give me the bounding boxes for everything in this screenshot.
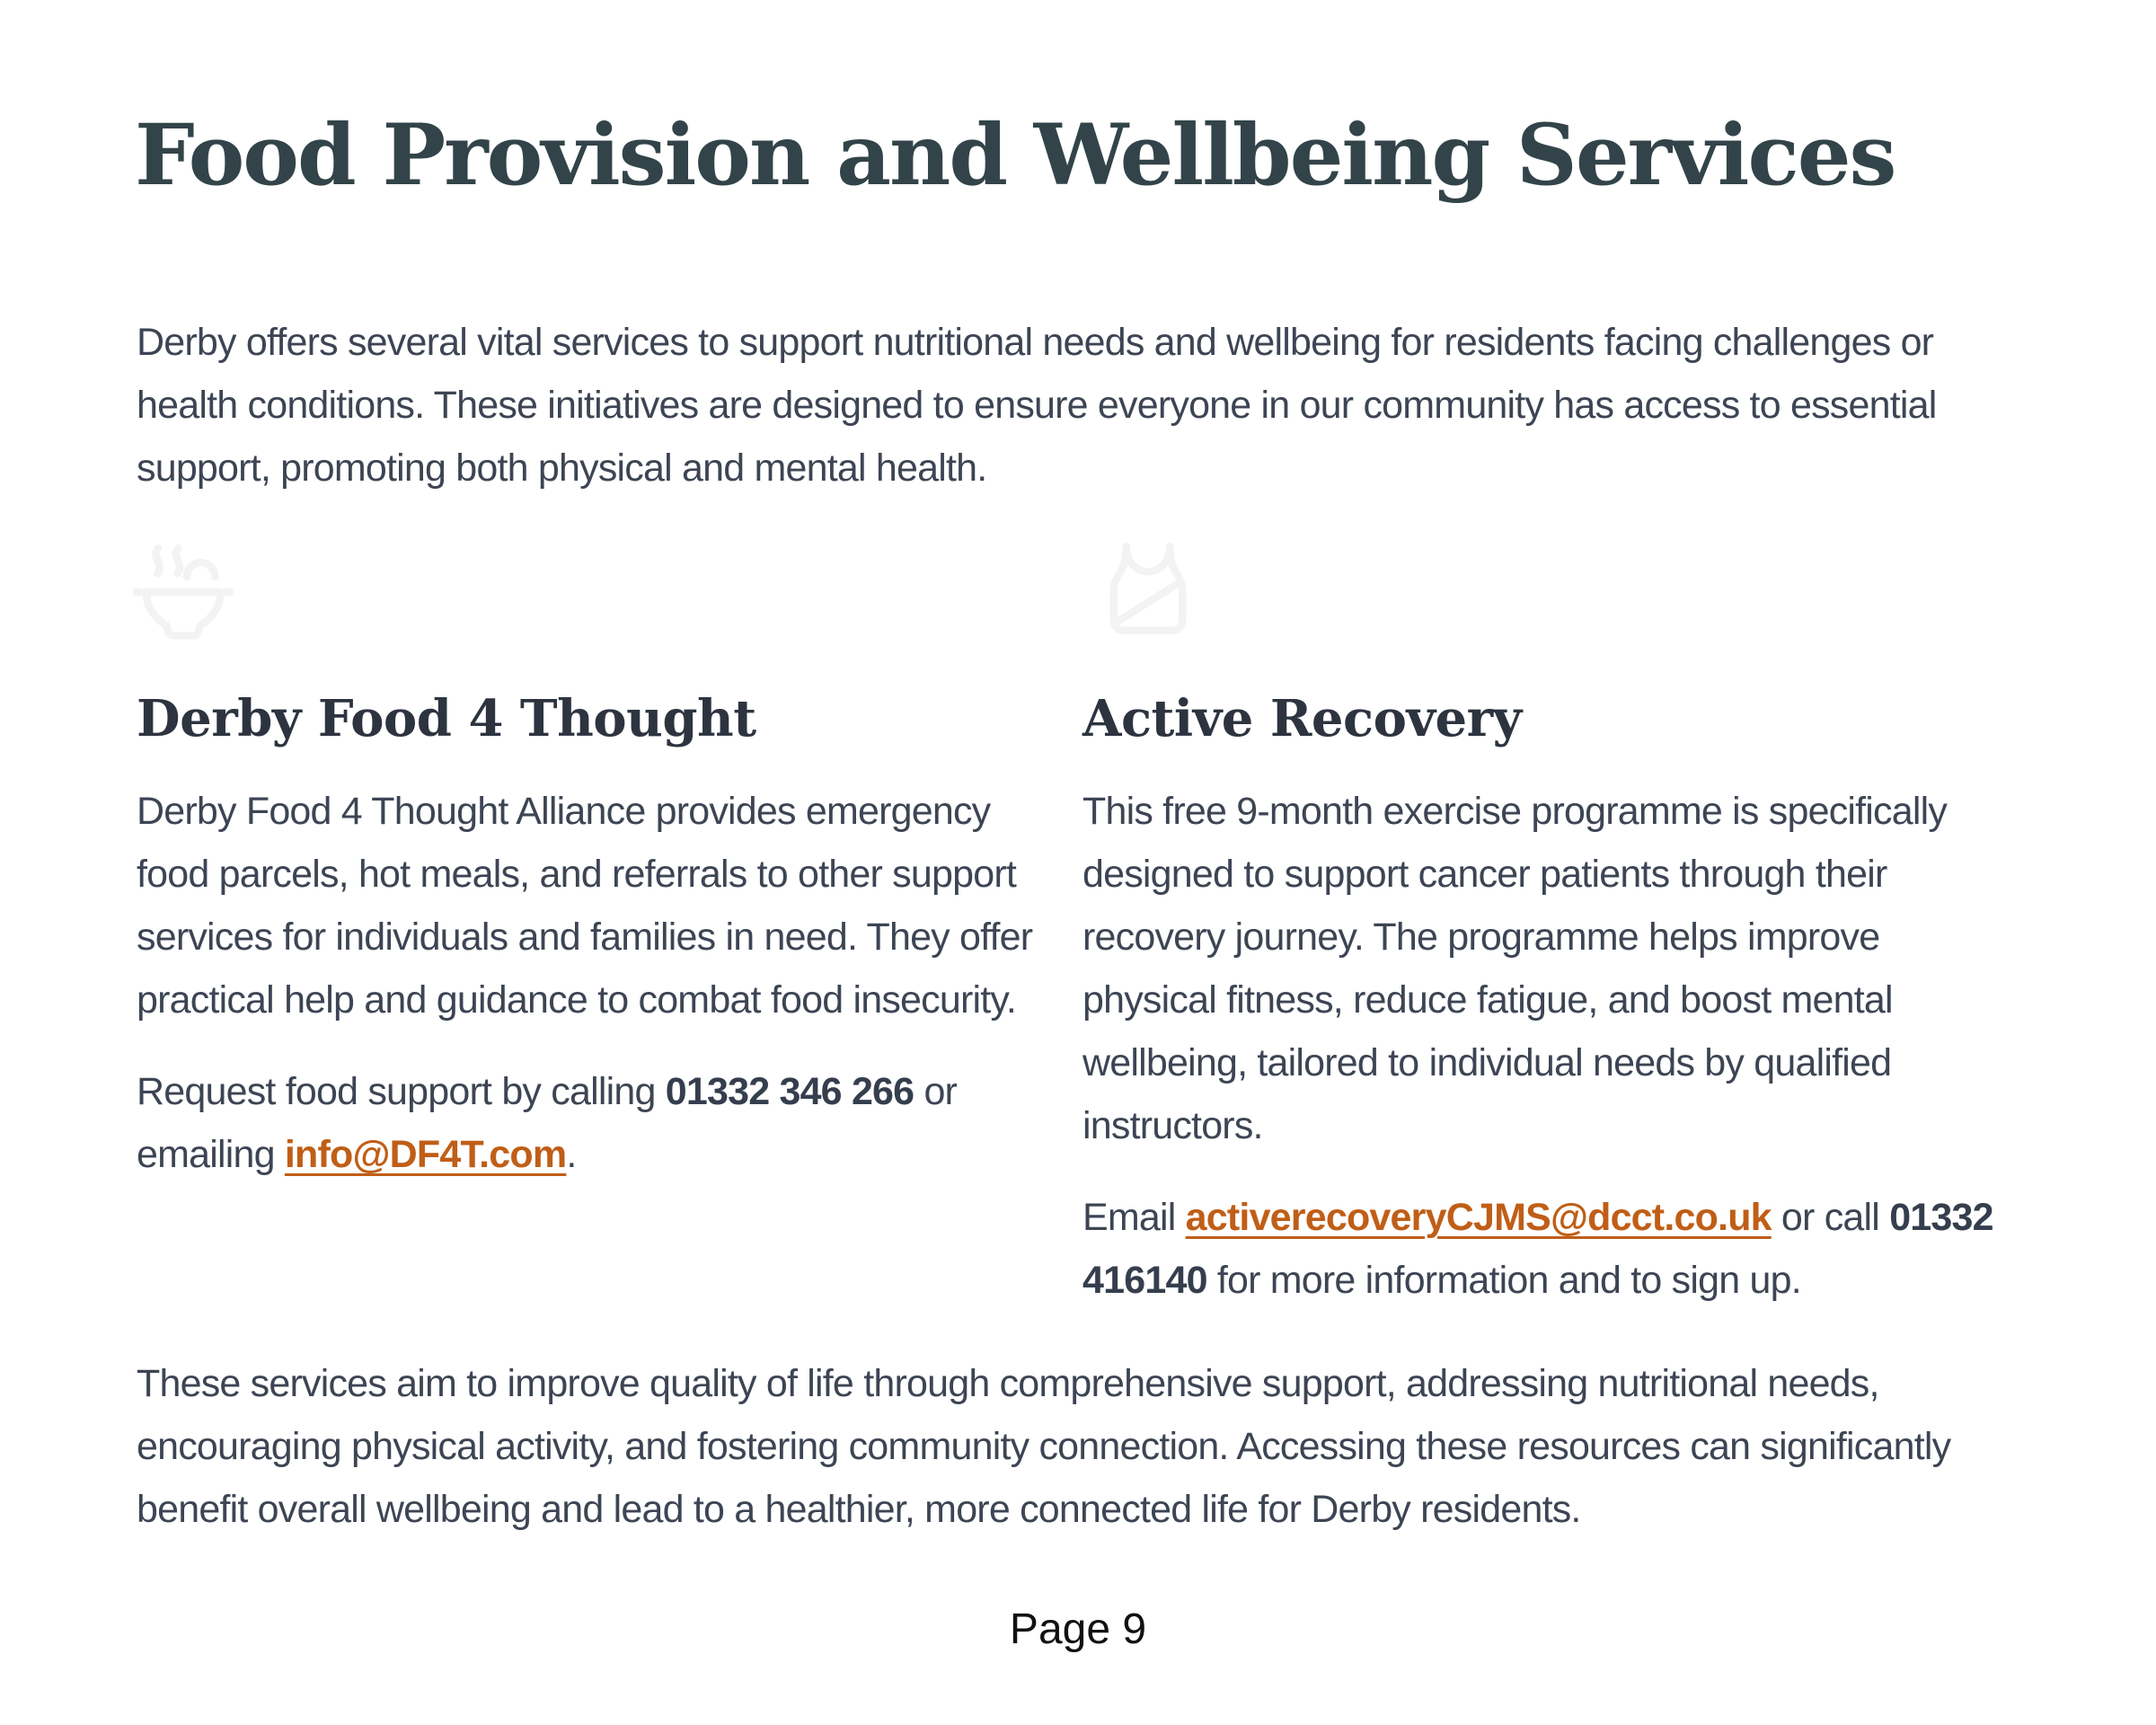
contact-text: or call: [1771, 1196, 1890, 1239]
contact-text: Request food support by calling: [137, 1070, 666, 1113]
contact-text: Email: [1082, 1196, 1186, 1239]
contact-text: for more information and to sign up.: [1206, 1259, 1801, 1302]
contact-text: or emailing: [137, 1070, 958, 1176]
intro-paragraph: Derby offers several vital services to support nutritional needs and wellbeing for residents facing challenges or health conditions. These initiatives are designed to ensure everyone in our community has access to essential support, promoting both physical and mental health.: [137, 321, 1937, 490]
section-heading-food: Derby Food 4 Thought: [137, 689, 756, 748]
section-heading-recovery: Active Recovery: [1082, 689, 1522, 748]
tank-top-icon: [1098, 537, 1198, 643]
phone-number: 01332 416140: [1082, 1196, 1993, 1302]
two-column-section: [137, 690, 2021, 1312]
outro-paragraph: These services aim to improve quality of life through comprehensive support, addressing nutritional needs, encouraging physical activity, and fostering community connection. Accessing these resources can significantly benefit overall wellbeing and lead to a healthier, more connected life for Derby residents.: [137, 1362, 1951, 1531]
email-link-df4t[interactable]: info@DF4T.com: [284, 1133, 567, 1176]
soup-bowl-icon: [133, 537, 234, 643]
section-body-recovery: This free 9-month exercise programme is specifically designed to support cancer patients through their recovery journey. The programme helps improve physical fitness, reduce fatigue, and boost mental wellbeing, tailored to individual needs by qualified instructors.: [1082, 790, 1948, 1147]
page-title: Food Provision and Wellbeing Services: [135, 106, 1895, 205]
email-link-active-recovery[interactable]: activerecoveryCJMS@dcct.co.uk: [1185, 1196, 1772, 1239]
section-contact-recovery: [1082, 1186, 2021, 1312]
section-body-food: Derby Food 4 Thought Alliance provides emergency food parcels, hot meals, and referrals to other support services for individuals and families in need. They offer practical help and guidance to combat food insecurity.: [137, 790, 1033, 1022]
section-contact-food: [137, 1060, 1048, 1186]
column-active-recovery: [1082, 690, 2021, 1312]
column-derby-food-4-thought: [137, 690, 1048, 1312]
contact-text: .: [566, 1133, 577, 1176]
phone-number: 01332 346 266: [665, 1070, 915, 1113]
page-number: Page 9: [1009, 1606, 1147, 1653]
